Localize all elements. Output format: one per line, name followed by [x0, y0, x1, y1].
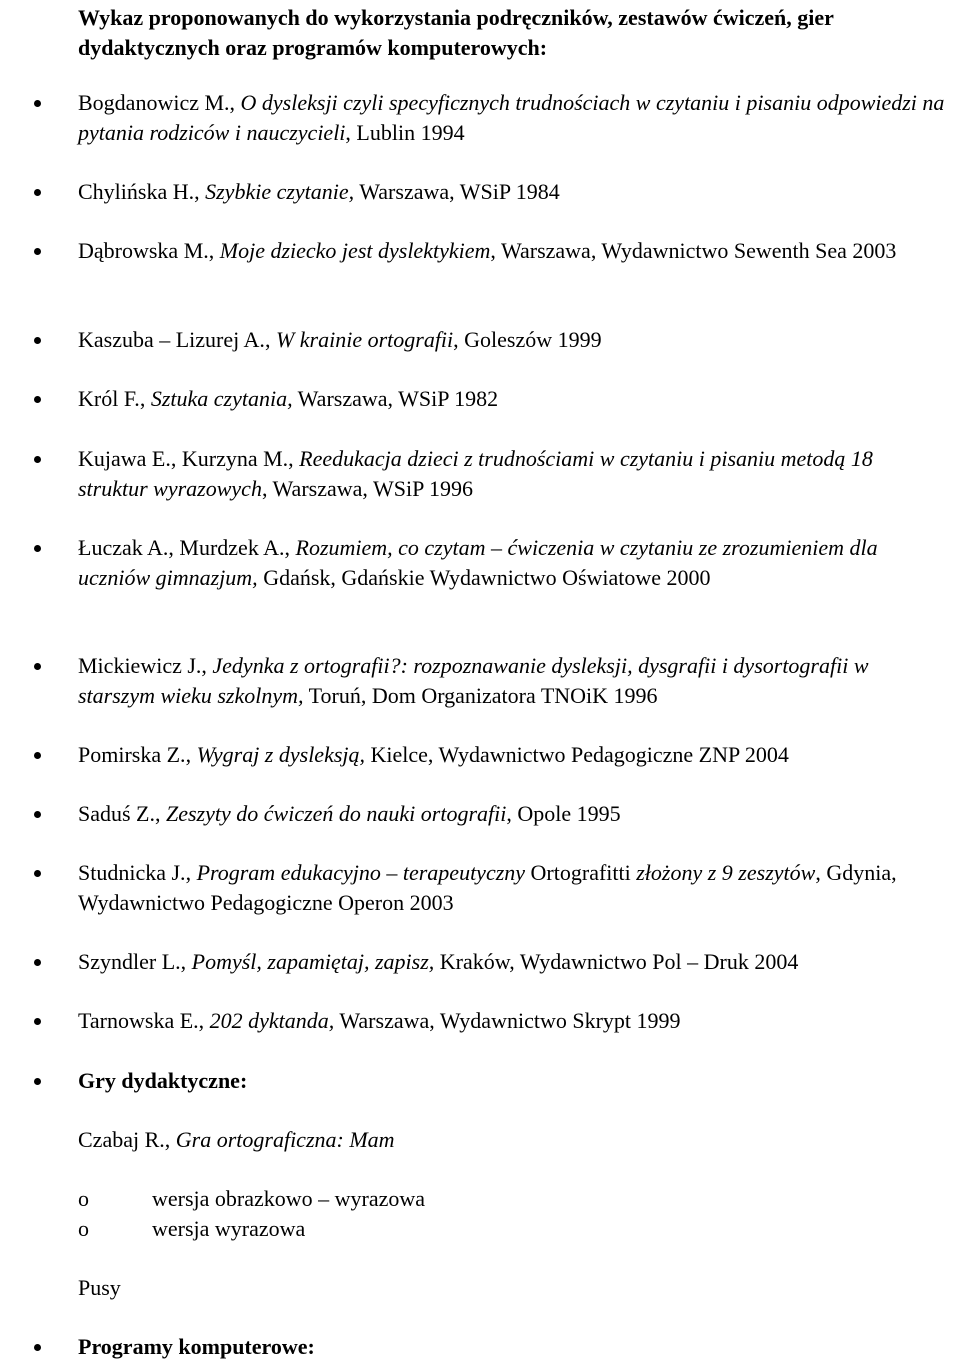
bullet-icon [34, 1018, 41, 1025]
entry-author: Mickiewicz J. [78, 653, 202, 678]
entry-details: , Warszawa, Wydawnictwo Sewenth Sea 2003 [490, 238, 897, 263]
list-item: Bogdanowicz M., O dysleksji czyli specyficznych trudnościach w czytaniu i pisaniu odpowiedzi na pytania rodziców i nauczycieli, Lublin 1994 [78, 88, 948, 148]
bullet-icon [34, 1344, 41, 1351]
list-item: Chylińska H., Szybkie czytanie, Warszawa, WSiP 1984 [78, 177, 948, 207]
list-item: Łuczak A., Murdzek A., Rozumiem, co czytam – ćwiczenia w czytaniu ze zrozumieniem dla uczniów gimnazjum, Gdańsk, Gdańskie Wydawnictwo Oświatowe 2000 [78, 533, 948, 593]
list-item: Studnicka J., Program edukacyjno – terapeutyczny Ortografitti złożony z 9 zeszytów, Gdynia, Wydawnictwo Pedagogiczne Operon 2003 [78, 858, 948, 918]
list-item: Tarnowska E., 202 dyktanda, Warszawa, Wydawnictwo Skrypt 1999 [78, 1006, 948, 1036]
entry-title-2: złożony z 9 zeszytów [636, 860, 816, 885]
heading-line-1: Wykaz proponowanych do wykorzystania podręczników, zestawów ćwiczeń, gier [78, 5, 834, 30]
list-item: Dąbrowska M., Moje dziecko jest dyslektykiem, Warszawa, Wydawnictwo Sewenth Sea 2003 [78, 236, 948, 266]
entry-title: Szybkie czytanie, [205, 179, 355, 204]
programs-section-heading [78, 1332, 948, 1362]
entry-details: , Opole 1995 [506, 801, 621, 826]
bullet-icon [34, 663, 41, 670]
entry-details: Warszawa, Wydawnictwo Skrypt 1999 [334, 1008, 681, 1033]
entry-details: , Warszawa, WSiP 1996 [261, 476, 474, 501]
games-heading: Gry dydaktyczne: [78, 1068, 248, 1093]
entry-title: Zeszyty do ćwiczeń do nauki ortografii [166, 801, 507, 826]
entry-author: Łuczak A., Murdzek A. [78, 535, 285, 560]
page-heading [78, 3, 834, 63]
entry-author: Tarnowska E. [78, 1008, 199, 1033]
bullet-icon [34, 396, 41, 403]
entry-details: Warszawa, WSiP 1984 [354, 179, 560, 204]
entry-details: Gdańsk, Gdańskie Wydawnictwo Oświatowe 2000 [257, 565, 711, 590]
sub-item-label: wersja wyrazowa [152, 1216, 306, 1241]
entry-title: Program edukacyjno – terapeutyczny [196, 860, 526, 885]
entry-title: O dysleksji czyli specyficznych trudnościach w czytaniu i pisaniu odpowiedzi na pytania rodziców i nauczycieli [78, 90, 945, 145]
game-entry [78, 1273, 948, 1303]
circle-bullet-icon: o [78, 1186, 89, 1211]
entry-details: Kraków, Wydawnictwo Pol – Druk 2004 [434, 949, 799, 974]
sub-list-item [78, 1214, 305, 1244]
bullet-icon [34, 248, 41, 255]
entry-title: Pomyśl, zapamiętaj, zapisz, [191, 949, 435, 974]
bullet-icon [34, 100, 41, 107]
bullet-icon [34, 959, 41, 966]
entry-details: , Lublin 1994 [345, 120, 465, 145]
entry-title: Gra ortograficzna: Mam [175, 1127, 395, 1152]
bullet-icon [34, 870, 41, 877]
list-item: Król F., Sztuka czytania, Warszawa, WSiP 1982 [78, 384, 948, 414]
entry-author: Czabaj R. [78, 1127, 165, 1152]
bullet-icon [34, 811, 41, 818]
entry-title: W krainie ortografii [275, 327, 454, 352]
entry-author: Chylińska H. [78, 179, 195, 204]
entry-author: Kaszuba – Lizurej A. [78, 327, 265, 352]
entry-author: Pomirska Z. [78, 742, 186, 767]
entry-details: Ortografitti [525, 860, 637, 885]
list-item: Kaszuba – Lizurej A., W krainie ortografii, Goleszów 1999 [78, 325, 948, 355]
list-item: Pomirska Z., Wygraj z dysleksją, Kielce, Wydawnictwo Pedagogiczne ZNP 2004 [78, 740, 948, 770]
entry-title: Wygraj z dysleksją, [196, 742, 366, 767]
heading-line-2: dydaktycznych oraz programów komputerowych: [78, 35, 548, 60]
sub-list-item [78, 1184, 425, 1214]
circle-bullet-icon: o [78, 1216, 89, 1241]
game-entry: Czabaj R., Gra ortograficzna: Mam [78, 1127, 395, 1152]
entry-title: Reedukacja dzieci z trudnościami w czytaniu i pisaniu metodą 18 struktur wyrazowych [78, 446, 873, 501]
bullet-icon [34, 189, 41, 196]
bullet-icon [34, 456, 41, 463]
entry-details: Toruń, Dom Organizatora TNOiK 1996 [303, 683, 658, 708]
entry-details: , Goleszów 1999 [453, 327, 602, 352]
entry-details: Warszawa, WSiP 1982 [292, 386, 499, 411]
entry-title: Jedynka z ortografii?: rozpoznawanie dysleksji, dysgrafii i dysortografii w starszym wieku szkolnym, [78, 653, 869, 708]
entry-title: Moje dziecko jest dyslektykiem [219, 238, 491, 263]
list-item: Kujawa E., Kurzyna M., Reedukacja dzieci z trudnościami w czytaniu i pisaniu metodą 18 struktur wyrazowych, Warszawa, WSiP 1996 [78, 444, 948, 504]
entry-author: Saduś Z. [78, 801, 155, 826]
entry-title: Rozumiem, co czytam – ćwiczenia w czytaniu ze zrozumieniem dla uczniów gimnazjum, [78, 535, 878, 590]
entry-author: Studnicka J. [78, 860, 186, 885]
entry-author: Kujawa E., Kurzyna M. [78, 446, 289, 471]
games-section-heading [78, 1066, 948, 1096]
entry-author: Król F. [78, 386, 140, 411]
entry-details: Kielce, Wydawnictwo Pedagogiczne ZNP 2004 [365, 742, 789, 767]
entry-author: Dąbrowska M. [78, 238, 209, 263]
bullet-icon [34, 1078, 41, 1085]
entry-details-2: , Gdynia, Wydawnictwo Pedagogiczne Operon 2003 [78, 860, 897, 915]
entry-text: Pusy [78, 1275, 121, 1300]
list-item: Saduś Z., Zeszyty do ćwiczeń do nauki ortografii, Opole 1995 [78, 799, 948, 829]
entry-title: 202 dyktanda, [209, 1008, 335, 1033]
bullet-icon [34, 337, 41, 344]
entry-title: Sztuka czytania, [150, 386, 293, 411]
sub-item-label: wersja obrazkowo – wyrazowa [152, 1186, 426, 1211]
list-item: Mickiewicz J., Jedynka z ortografii?: rozpoznawanie dysleksji, dysgrafii i dysortografii w starszym wieku szkolnym, Toruń, Dom Organizatora TNOiK 1996 [78, 651, 948, 711]
list-item: Szyndler L., Pomyśl, zapamiętaj, zapisz, Kraków, Wydawnictwo Pol – Druk 2004 [78, 947, 948, 977]
programs-heading: Programy komputerowe: [78, 1334, 315, 1359]
entry-author: Szyndler L. [78, 949, 181, 974]
bullet-icon [34, 752, 41, 759]
entry-author: Bogdanowicz M. [78, 90, 230, 115]
bullet-icon [34, 545, 41, 552]
